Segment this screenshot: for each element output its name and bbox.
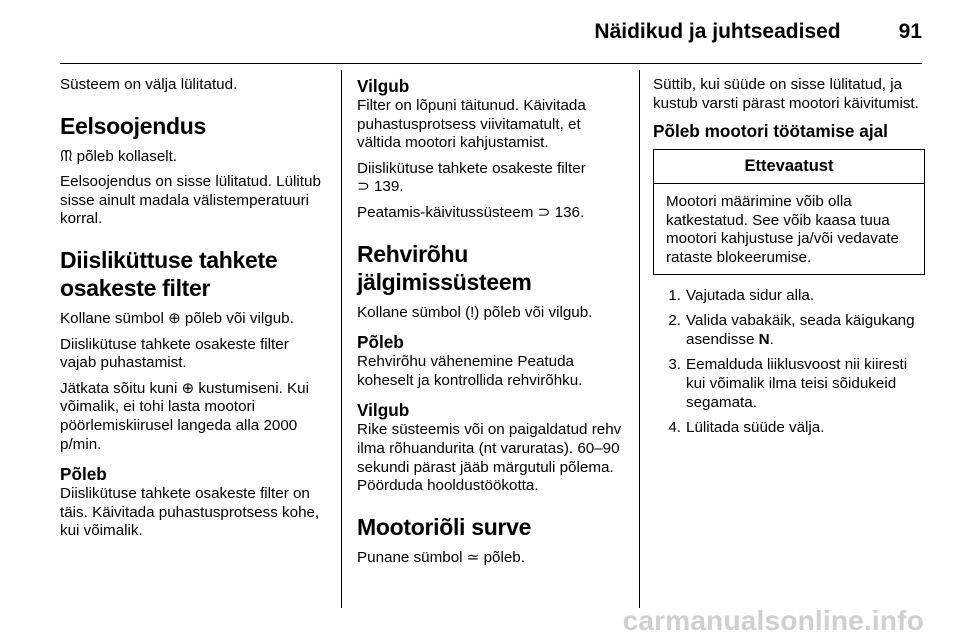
reference-dpf: Diislikütuse tahkete osakeste filter ⊃ 139.: [357, 159, 586, 196]
column-2: [357, 76, 625, 574]
tpms-lit-text: Rehvirõhu vähenemine Peatuda koheselt ja kontrollida rehvirõhku.: [357, 353, 583, 389]
heading-lit: Põleb: [60, 464, 107, 485]
reference-stop-start: Peatamis-käivitussüsteem ⊃ 136.: [357, 203, 585, 221]
header-rule: [60, 63, 922, 64]
column-divider: [341, 70, 342, 608]
oil-intro-text: Süttib, kui süüde on sisse lülitatud, ja kustub varsti pärast mootori käivitumist.: [653, 76, 919, 112]
oil-can-icon: ≃: [466, 548, 480, 566]
caution-text: Mootori määrimine võib olla katkestatud. See võib kaasa tuua mootori kahjustuse ja/või vedavate rataste blokeerumise.: [666, 193, 900, 266]
heading-lit: Põleb: [357, 332, 404, 353]
heading-oil-pressure: Mootoriõli surve: [357, 513, 532, 540]
column-1: [60, 76, 328, 548]
column-3: [653, 76, 925, 445]
dpf-icon: ⊕: [181, 379, 195, 397]
preheater-icon: ᙏ: [60, 147, 73, 165]
dpf-icon: ⊕: [168, 309, 181, 327]
list-item: 2. Valida vabakäik, seada käigukang asendisse N.: [668, 312, 915, 348]
heading-dpf: Diisliküttuse tahkete osakeste filter: [60, 246, 278, 301]
watermark: carmanualsonline.info: [622, 605, 924, 636]
list-item: 4. Lülitada süüde välja.: [668, 419, 825, 437]
lit-text: Diislikütuse tahkete osakeste filter on täis. Käivitada puhastusprotsess kohe, kui võimalik.: [60, 485, 320, 540]
steps-list: [653, 287, 925, 438]
tpms-flashing-text: Rike süsteemis või on paigaldatud rehv ilma rõhuandurita (nt varuratas). 60–90 sekundi pärast jääb märgutuli põlema. Pöörduda hooldustöökotta.: [357, 421, 622, 495]
page-number: 91: [898, 20, 922, 43]
reference-arrow-icon: ⊃: [357, 178, 370, 196]
heading-preheater: Eelsoojendus: [60, 112, 206, 139]
heading-flashing: Vilgub: [357, 76, 410, 96]
dpf-drive-text: Jätkata sõitu kuni ⊕ kustumiseni. Kui võimalik, ei tohi lasta mootori pöörlemiskiirusel langeda alla 2000 p/min.: [60, 379, 309, 453]
list-item: 1. Vajutada sidur alla.: [668, 286, 815, 304]
header-title: Näidikud ja juhtseadised: [594, 20, 841, 43]
dpf-symbol-text: Kollane sümbol ⊕ põleb või vilgub.: [60, 309, 294, 327]
heading-tpms: Rehvirõhu jälgimissüsteem: [357, 240, 532, 295]
list-item: 3. Eemalduda liiklusvoost nii kiiresti kui võimalik ilma teisi sõidukeid segamata.: [668, 356, 908, 411]
intro-text: Süsteem on välja lülitatud.: [60, 76, 238, 93]
oil-symbol-text: Punane sümbol ≃ põleb.: [357, 548, 525, 566]
caution-title: Ettevaatust: [654, 150, 924, 184]
caution-box: [653, 149, 925, 274]
page-header: [594, 20, 922, 44]
tpms-symbol-text: Kollane sümbol (!) põleb või vilgub.: [357, 303, 593, 321]
heading-flashing: Vilgub: [357, 400, 410, 421]
tire-pressure-icon: (!): [465, 303, 480, 321]
reference-arrow-icon: ⊃: [537, 203, 551, 221]
column-divider: [639, 70, 640, 608]
preheater-status: ᙏ põleb kollaselt.: [60, 147, 178, 165]
flashing-text: Filter on lõpuni täitunud. Käivitada puhastusprotsess viivitamatult, et vältida mootori kahjustamist.: [357, 97, 586, 152]
preheater-text: Eelsoojendus on sisse lülitatud. Lülitub sisse ainult madala välistemperatuuri korral.: [60, 173, 321, 228]
dpf-text: Diislikütuse tahkete osakeste filter vajab puhastamist.: [60, 335, 289, 372]
heading-engine-running: Põleb mootori töötamise ajal: [653, 121, 888, 142]
